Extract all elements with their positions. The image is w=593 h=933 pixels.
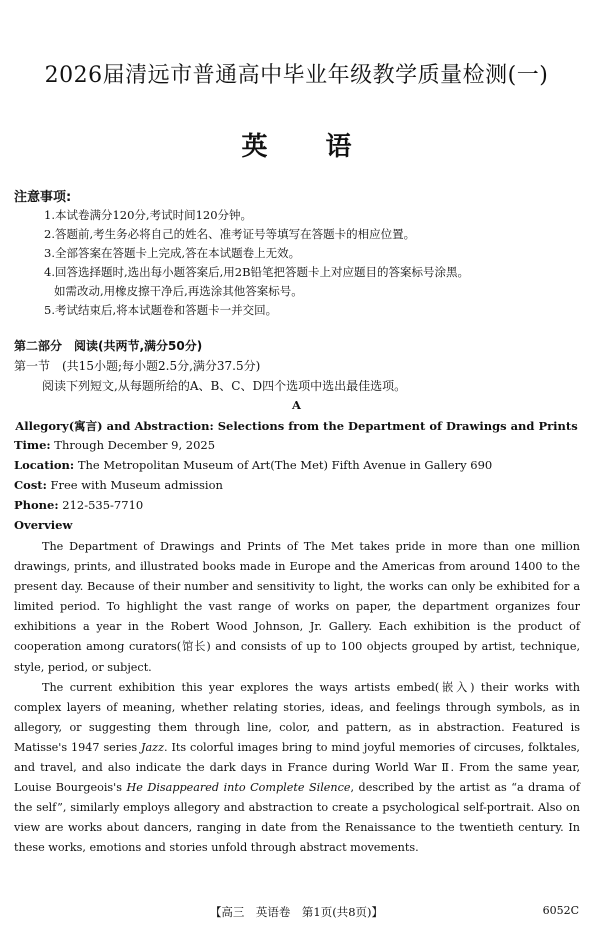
paragraph-1: The Department of Drawings and Prints of The Met takes pride in more than one million drawings, prints, and illustrated books made in Europe and the Americas from around 1400 to the present day. Because of their number and sensitivity to light, the works can only be exhibited for a limited period. To highlight the vast range of works on paper, the department organizes four exhibitions a year in the Robert Wood Johnson, Jr. Gallery. Each exhibition is the product of cooperation among curators(馆长) and consists of up to 100 objects grouped by artist, technique, style, period, or subject. — [14, 540, 580, 674]
instruction-text: 阅读下列短文,从每题所给的A、B、C、D四个选项中选出最佳选项。 — [42, 379, 407, 393]
notice-item: 4.回答选择题时,选出每小题答案后,用2B铅笔把答题卡上对应题目的答案标号涂黑。 — [44, 265, 470, 279]
subject-heading: 英语 — [241, 132, 410, 162]
phone-value: 212-535-7710 — [58, 498, 144, 512]
paper-code: 6052C — [542, 904, 579, 917]
location-value: The Metropolitan Museum of Art(The Met) Fifth Avenue in Gallery 690 — [74, 458, 493, 472]
phone-label: Phone: — [14, 498, 59, 512]
info-time — [14, 438, 215, 452]
notice-item: 3.全部答案在答题卡上完成,答在本试题卷上无效。 — [44, 246, 301, 260]
info-location — [14, 458, 492, 472]
time-value: Through December 9, 2025 — [50, 438, 216, 452]
passage-letter: A — [292, 398, 301, 412]
cost-value: Free with Museum admission — [46, 478, 223, 492]
overview-heading: Overview — [14, 518, 73, 532]
exam-title: 2026届清远市普通高中毕业年级教学质量检测(一) — [44, 63, 549, 88]
notice-heading: 注意事项: — [14, 190, 72, 205]
artwork-title-bourgeois: He Disappeared into Complete Silence — [126, 781, 351, 795]
time-label: Time: — [14, 438, 51, 452]
part-heading: 第二部分 阅读(共两节,满分50分) — [14, 339, 203, 353]
notice-list — [44, 206, 584, 320]
notice-item: 1.本试卷满分120分,考试时间120分钟。 — [44, 208, 253, 222]
page-footer: 【高三 英语卷 第1页(共8页)】 — [209, 905, 384, 919]
notice-item: 2.答题前,考生务必将自己的姓名、准考证号等填写在答题卡的相应位置。 — [44, 227, 416, 241]
passage-title: Allegory(寓言) and Abstraction: Selections from the Department of Drawings and Prints — [15, 419, 578, 433]
notice-item: 如需改动,用橡皮擦干净后,再选涂其他答案标号。 — [54, 284, 303, 298]
info-phone — [14, 498, 143, 512]
info-cost — [14, 478, 223, 492]
passage-body — [14, 537, 580, 859]
notice-item: 5.考试结束后,将本试题卷和答题卡一并交回。 — [44, 303, 278, 317]
artwork-title-jazz: Jazz — [141, 740, 164, 754]
cost-label: Cost: — [14, 478, 47, 492]
paragraph-2: The current exhibition this year explores the ways artists embed(嵌入) their works with complex layers of meaning, whether relating stories, ideas, and feelings through symbols, as in allegory, or suggesting them through line, color, and pattern, as in abstraction. Featured is Matisse's 1947 series Jazz. Its colorful images bring to mind joyful memories of circuses, folktales, and travel, and also indicate the dark days in France during World War Ⅱ. From the same year, Louise Bourgeois's He Disappeared into Complete Silence, described by the artist as “a drama of the self”, similarly employs allegory and abstraction to create a psychological self-portrait. Also on view are works about dancers, ranging in date from the Renaissance to the twentieth century. In these works, emotions and stories unfold through abstract movements. — [14, 680, 580, 855]
section-heading: 第一节 (共15小题;每小题2.5分,满分37.5分) — [14, 359, 261, 373]
location-label: Location: — [14, 458, 75, 472]
